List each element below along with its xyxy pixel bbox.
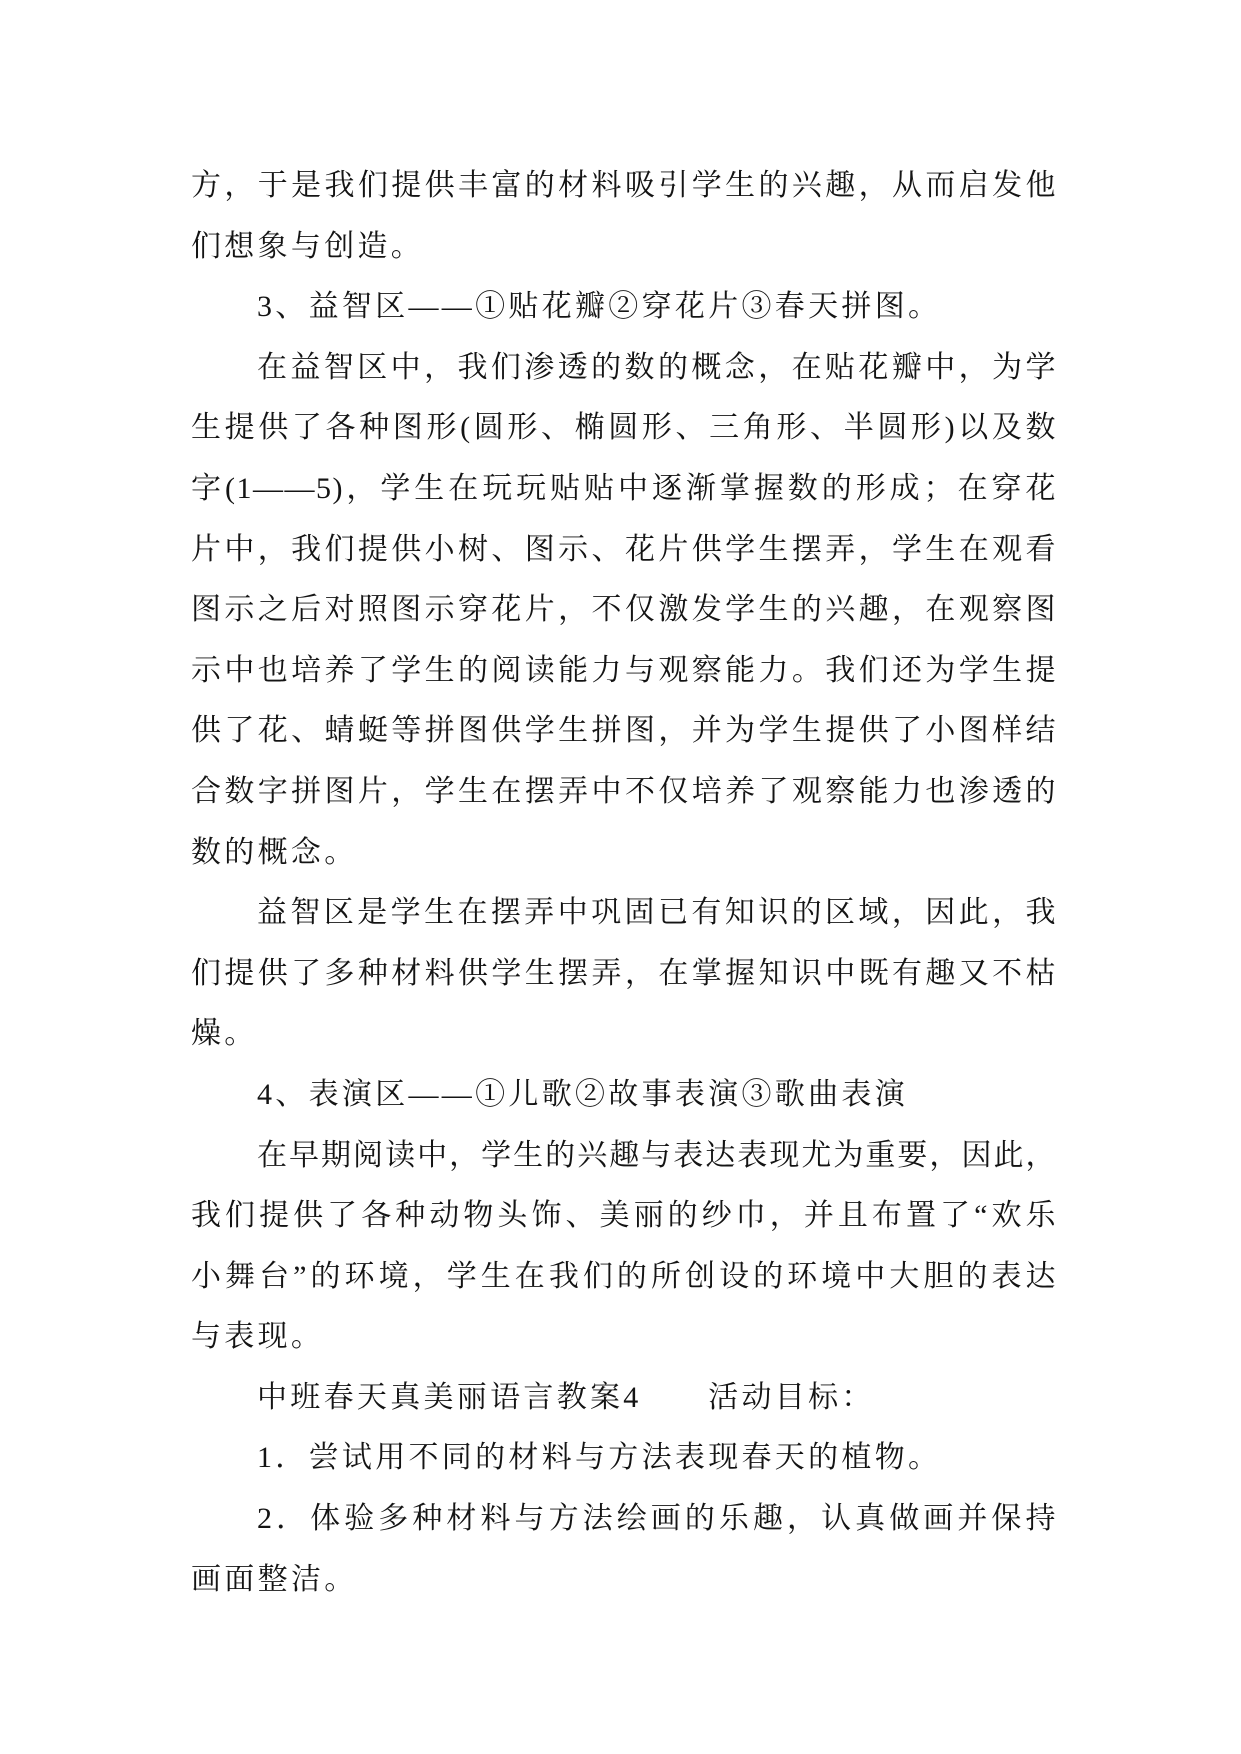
text-line: 我们提供了各种动物头饰、美丽的纱巾，并且布置了“欢乐 <box>191 1199 1057 1233</box>
text-line: 片中，我们提供小树、图示、花片供学生摆弄，学生在观看 <box>191 532 1057 566</box>
paragraph <box>191 156 1057 277</box>
text-line: 燥。 <box>191 1017 258 1051</box>
heading-line: 4、表演区——①儿歌②故事表演③歌曲表演 <box>257 1077 908 1111</box>
heading-line: 3、益智区——①贴花瓣②穿花片③春天拼图。 <box>257 290 942 324</box>
text-line: 益智区是学生在摆弄中巩固已有知识的区域，因此，我 <box>257 896 1057 930</box>
text-line: 字(1——5)，学生在玩玩贴贴中逐渐掌握数的形成；在穿花 <box>191 471 1057 505</box>
paragraph <box>191 338 1057 883</box>
text-line: 示中也培养了学生的阅读能力与观察能力。我们还为学生提 <box>191 653 1057 687</box>
text-line: 们想象与创造。 <box>191 229 425 263</box>
text-line: 1．尝试用不同的材料与方法表现春天的植物。 <box>257 1441 942 1475</box>
text-line: 图示之后对照图示穿花片，不仅激发学生的兴趣，在观察图 <box>191 593 1057 627</box>
text-line: 合数字拼图片，学生在摆弄中不仅培养了观察能力也渗透的 <box>191 774 1057 808</box>
text-line: 方，于是我们提供丰富的材料吸引学生的兴趣，从而启发他 <box>191 169 1057 202</box>
text-line: 们提供了多种材料供学生摆弄，在掌握知识中既有趣又不枯 <box>191 956 1057 990</box>
text-line: 画面整洁。 <box>191 1562 358 1596</box>
paragraph <box>191 1126 1057 1368</box>
heading-line: 中班春天真美丽语言教案4 活动目标： <box>257 1380 875 1414</box>
list-item <box>191 1428 1057 1489</box>
list-item <box>191 1489 1057 1610</box>
text-line: 与表现。 <box>191 1320 325 1354</box>
text-line: 2．体验多种材料与方法绘画的乐趣，认真做画并保持 <box>257 1502 1057 1536</box>
paragraph <box>191 883 1057 1065</box>
text-line: 数的概念。 <box>191 835 358 869</box>
text-line: 生提供了各种图形(圆形、椭圆形、三角形、半圆形)以及数 <box>191 411 1057 445</box>
text-line: 小舞台”的环境，学生在我们的所创设的环境中大胆的表达 <box>191 1259 1057 1293</box>
document-body <box>191 156 1057 1610</box>
text-line: 在早期阅读中，学生的兴趣与表达表现尤为重要，因此， <box>257 1138 1057 1172</box>
text-line: 供了花、蜻蜓等拼图供学生拼图，并为学生提供了小图样结 <box>191 714 1057 748</box>
lesson-title <box>191 1368 1057 1429</box>
section-heading <box>191 277 1057 338</box>
text-line: 在益智区中，我们渗透的数的概念，在贴花瓣中，为学 <box>257 350 1057 384</box>
section-heading <box>191 1065 1057 1126</box>
